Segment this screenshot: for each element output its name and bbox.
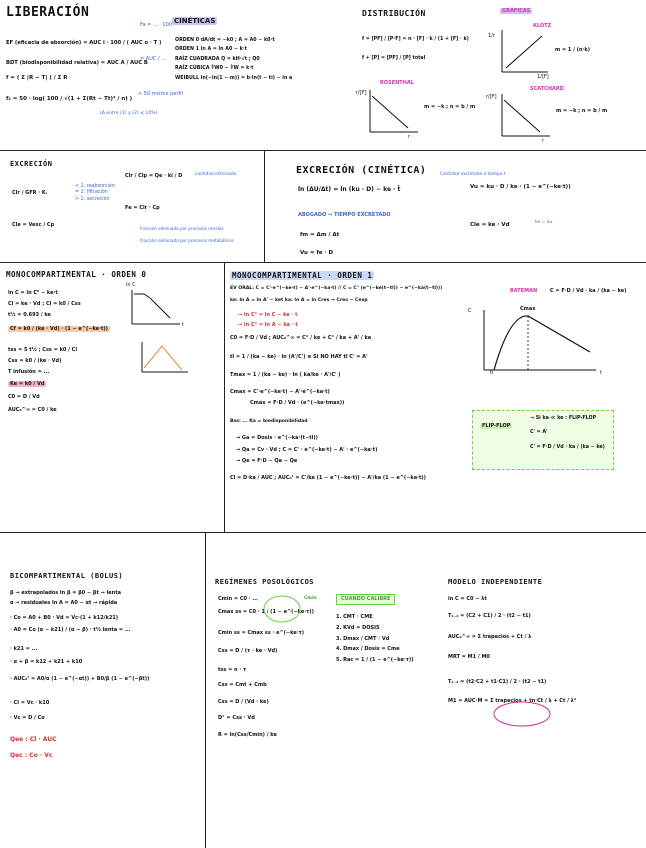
independiente-line: T₁₋₂ = (t2·C2 + t1·C1) / 2 · (t2 − t1) bbox=[448, 679, 547, 685]
excrecion-blue-note-2: fracción eliminada por procesos metabólicos bbox=[140, 238, 234, 243]
regimenes-list-item: 1. CMT · CME bbox=[336, 614, 373, 620]
bicomp-line: · Co = A0 + B0 · Vd = Vc·(1 + k12/k21) bbox=[10, 614, 119, 621]
bateman-eq: C = F·D / Vd · ka / (ka − ke) bbox=[550, 288, 627, 294]
rosenthal-label: ROSENTHAL bbox=[380, 80, 414, 86]
exc-cin-eq6: Cle = ke · Vd bbox=[470, 222, 510, 228]
excrecion-note: < 1: reabsorción bbox=[75, 184, 115, 189]
cinetica-row: ORDEN 0 dA/dt = −k0 ; A = A0 − k0·t bbox=[175, 38, 275, 43]
mono1-line: Cmax = C'·e^(−ke·t) − A'·e^(−ka·t) bbox=[230, 389, 330, 396]
excrecion-note: > 1: secreción bbox=[75, 196, 110, 202]
bicomp-line: α → residuales ln A = A0 − αt → rápida bbox=[10, 599, 118, 606]
mono1-line: → Qe = F·D − Qa − Qe bbox=[236, 458, 298, 465]
distribucion-eq2: f + [P] = [PF] / [P] total bbox=[362, 56, 426, 61]
mono1-line: ke: ln A = ln A' − ket ka: ln A = ln Cres → Cres − Cexp bbox=[230, 298, 368, 304]
mono1-line: Cmax = F·D / Vd · (e^(−ke·tmax)) bbox=[250, 399, 345, 406]
regimenes-list-item: 2. KVd = DOSIS bbox=[336, 624, 380, 631]
excrecion-cle: Cle = Vexc / Cp bbox=[12, 222, 55, 228]
section-title-mono0 bbox=[6, 270, 146, 280]
bicomp-lines bbox=[10, 590, 149, 760]
exc-cin-eq3: ABOGADO → TIEMPO EXCRETADO bbox=[298, 212, 391, 218]
regimenes-line: Css = D / (Vd · ke) bbox=[218, 698, 269, 705]
klotz-label: KLOTZ bbox=[533, 23, 552, 29]
scatchard-eq: m = −k ; n = b / m bbox=[556, 108, 608, 114]
mono0-graph-axis-y: ln C bbox=[126, 282, 136, 288]
regimenes-line: D° = Css · Vd bbox=[218, 715, 255, 722]
mono1-line: → ln C° = ln A − ka · t bbox=[238, 322, 298, 329]
independiente-line: ln C = C0 − λt bbox=[448, 596, 487, 602]
mono0-cf-highlight: Cf = k0 / (ke · Vd) · (1 − e^(−ke·t)) bbox=[10, 326, 108, 333]
mono0-line: ln C = ln C⁰ − ke·t bbox=[8, 290, 58, 296]
f2-note-range: (Δ entre (1) y (2) ≤ 10%) bbox=[100, 111, 158, 116]
mono0-line bbox=[8, 381, 110, 388]
exc-cin-blue-note-2: ke = ku bbox=[535, 220, 553, 225]
bateman-tl: tl bbox=[490, 370, 494, 376]
bicomp-line: · Vc = D / Co bbox=[10, 715, 45, 721]
exc-cin-eq1: ln (ΔU/Δt) = ln (ku · D) − ke · t̄ bbox=[298, 186, 401, 193]
divider-mid-horizontal bbox=[0, 262, 646, 263]
mono1-title: MONOCOMPARTIMENTAL · ORDEN 1 bbox=[232, 271, 373, 280]
mono0-graph-axis-x: t bbox=[182, 322, 184, 328]
bicomp-line: · k21 = ... bbox=[10, 646, 38, 652]
regimenes-list-item: 3. Dmax / CMT · Vd bbox=[336, 635, 390, 642]
mono0-line bbox=[8, 326, 110, 333]
f2-formula: f₂ = 50 · log( 100 / √(1 + Σ(Rt − Tt)² / n) ) bbox=[6, 96, 133, 102]
bdt-note: = AUC / ... bbox=[140, 56, 166, 62]
exc-cin-blue-note: Cantidad excretada a tiempo t bbox=[440, 172, 506, 177]
independiente-line: AUC₀^∞ = Σ trapecios + Ct / λ bbox=[448, 633, 532, 640]
regimenes-line: Css = Cmt + Cmb bbox=[218, 681, 267, 688]
divider-bottom-horizontal bbox=[0, 532, 646, 533]
klotz-eq: m = 1 / (n·k) bbox=[555, 47, 591, 53]
mono1-line: Bss: ... Ka = biodisponibilidad bbox=[230, 418, 308, 424]
ef-side-note: Fa = ... · 100 bbox=[140, 22, 172, 28]
flipflop-title bbox=[480, 423, 512, 430]
bdt-formula: BDT (biodisponibilidad relativa) = AUC A / AUC B bbox=[6, 60, 148, 66]
mono0-title: MONOCOMPARTIMENTAL · ORDEN 0 bbox=[6, 270, 147, 279]
regimenes-list-item: 4. Dmax / Dosis = Cme bbox=[336, 646, 400, 653]
mono1-line: C0 = F·D / Vd ; AUC₀^∞ = C° / ke + C° / ka + A' / ka bbox=[230, 334, 372, 341]
mono1-line: EV ORAL: C = C'·e^(−ke·t) − A'·e^(−ka·t) // C = C° (e^(−ke(t−tl)) − e^(−ka(t−tl))) bbox=[230, 286, 443, 291]
section-title-distribucion: DISTRIBUCIÓN bbox=[362, 9, 426, 18]
bateman-cmax: Cmax bbox=[520, 306, 536, 312]
excrecion-notes bbox=[75, 184, 115, 203]
section-title-regimenes: REGÍMENES POSOLÓGICOS bbox=[215, 578, 315, 586]
ef-formula: EF (eficacia de absorción) = AUC i · 100 / ( AUC o · T ) bbox=[6, 40, 162, 46]
independiente-line: MRT = M1 / M0 bbox=[448, 654, 490, 661]
excrecion-cl-label: Clr / GFR · Kᵢ bbox=[12, 190, 47, 196]
excrecion-blue-note-1: cantidad eliminada bbox=[195, 172, 237, 177]
bateman-graph bbox=[480, 308, 600, 378]
mono0-line: T infusión = ... bbox=[8, 368, 50, 375]
excrecion-blue-note-3: fracción eliminada por procesos renales bbox=[140, 226, 224, 231]
mono0-line: C0 = D / Vd bbox=[8, 394, 40, 400]
cinetica-row: RAÍZ CUADRADA Q = kH·√t ; Q0 bbox=[175, 56, 260, 62]
regimenes-line: Css = D / (τ · ke · Vd) bbox=[218, 648, 278, 655]
regimenes-line: Cmax ss = C0 · 1 / (1 − e^(−ke·τ)) bbox=[218, 608, 314, 615]
mono1-line: tl = 1 / (ka − ke) · ln (A'/C') ⊕ SI NO HAY tl C' = A' bbox=[230, 353, 368, 360]
bicomp-title: BICOMPARTIMENTAL (BOLUS) bbox=[10, 572, 124, 580]
scatchard-axis-x: r bbox=[542, 138, 545, 144]
flipflop-line: C' = F·D / Vd · ka / (ka − ke) bbox=[530, 444, 605, 450]
cinetica-row: ORDEN 1 ln A = ln A0 − k·t bbox=[175, 47, 247, 53]
mono1-lines bbox=[230, 286, 442, 482]
section-title-excrecion-cinetica: EXCRECIÓN (CINÉTICA) bbox=[296, 165, 427, 176]
cinetica-row: RAÍZ CÚBICA ∛W0 − ∛W = k·t bbox=[175, 66, 254, 72]
mono1-line: → ln C° = ln C − ke · t bbox=[238, 312, 298, 319]
mono1-line: → Qa = Cv · Vd ; C = C' · e^(−ke·t) − A' · e^(−ka·t) bbox=[236, 446, 378, 453]
mono1-line: Cl = D·ka / AUC ; AUC₀ᵗ = C'/ke (1 − e^(−ke·t)) − A'/ka (1 − e^(−ka·t)) bbox=[230, 475, 426, 482]
bicomp-line: Qee : Cl · AUC bbox=[10, 735, 57, 743]
klotz-graph bbox=[500, 28, 550, 76]
cineticas-list bbox=[175, 38, 292, 82]
exc-cin-eq2: Vu = ku · D / ke · (1 − e^(−ke·t)) bbox=[470, 184, 571, 190]
excrecion-clr: Clr / Clp = Qe · ki / D bbox=[125, 173, 183, 179]
independiente-line: M1 = AUC·M = Σ trapecios + tn·Ct / λ + Ct / λ² bbox=[448, 697, 577, 704]
scatchard-label: SCATCHARD bbox=[530, 86, 564, 92]
scatchard-graph bbox=[500, 92, 552, 140]
divider-top-horizontal bbox=[0, 150, 646, 151]
regimenes-line: Cmin = C0 · ... bbox=[218, 596, 259, 602]
klotz-axis-y: 1/r bbox=[488, 33, 495, 39]
flipflop-line: → Si ka ≪ ke : FLIP-FLOP bbox=[530, 416, 597, 421]
divider-bottom-vertical bbox=[205, 532, 206, 848]
regimenes-line: R = ln(Css/Cmin) / ke bbox=[218, 732, 277, 738]
bicomp-line: · Cl = Vc · k10 bbox=[10, 700, 50, 707]
divider-mono-vertical bbox=[224, 262, 225, 532]
independiente-line: T₁₋₂ = (C2 + C1) / 2 · (t2 − t1) bbox=[448, 612, 531, 619]
mono0-line: AUC₀^∞ = C0 / ke bbox=[8, 406, 57, 413]
klotz-axis-x: 1/[F] bbox=[537, 74, 549, 80]
regimenes-circle-note: Cmin bbox=[304, 596, 317, 601]
mono1-line: Tmax = 1 / (ka − ke) · ln ( ka/ke · A'/C' ) bbox=[230, 372, 341, 379]
section-title-independiente: MODELO INDEPENDIENTE bbox=[448, 578, 543, 586]
f-formula: f = ( Σ |R − T| ) / Σ R bbox=[6, 75, 68, 81]
bateman-axis-y: C bbox=[468, 308, 472, 314]
regimenes-green-tag bbox=[336, 594, 395, 605]
independiente-circle bbox=[492, 700, 552, 728]
rosenthal-eq: m = −k ; n = b / m bbox=[424, 104, 476, 110]
mono0-lines bbox=[8, 290, 110, 414]
mono0-line: Css = k0 / (ke · Vd) bbox=[8, 357, 62, 364]
regimenes-list bbox=[336, 614, 414, 664]
f2-note: > 50 mismo perfil bbox=[138, 91, 183, 97]
bicomp-line: · A0 = Co (α − k21) / (α − β) · t½ lenta = ... bbox=[10, 627, 131, 634]
mono0-line: tss = 5 t½ ; Css = k0 / Cl bbox=[8, 347, 78, 353]
flipflop-line: C' = A' bbox=[530, 430, 548, 436]
distribucion-eq1: f = [PF] / [P·F] = n · [F] · k / (1 + [F] · k) bbox=[362, 37, 469, 42]
bateman-label: BATEMAN bbox=[510, 288, 538, 294]
cineticas-title: CINÉTICAS bbox=[174, 17, 216, 25]
bateman-axis-x: t bbox=[600, 370, 602, 376]
mono0-line: Cl = ke · Vd ; Cl = k0 / Css bbox=[8, 300, 81, 307]
flipflop-lines bbox=[530, 416, 605, 451]
bicomp-line: · α + β = k12 + k21 + k10 bbox=[10, 658, 83, 665]
section-title-cineticas bbox=[172, 17, 217, 26]
mono0-graph bbox=[130, 288, 182, 328]
bicomp-line: β → extrapolados ln β = β0 − βt → lenta bbox=[10, 590, 121, 596]
section-title-excrecion: EXCRECIÓN bbox=[10, 160, 53, 168]
regimenes-green-tag-label: CUANDO CALIBRE bbox=[341, 596, 391, 602]
cinetica-row: WEIBULL ln(−ln(1 − m)) = b·ln(t − ti) − ln a bbox=[175, 75, 293, 81]
bicomp-line: · AUC₀ᵗ = A0/α (1 − e^(−αt)) + B0/β (1 − e^(−βt)) bbox=[10, 675, 150, 682]
regimenes-line: tss = n · τ bbox=[218, 667, 247, 673]
bicomp-line: Qec : Co · Vc bbox=[10, 751, 53, 759]
regimenes-line: Cmin ss = Cmax ss · e^(−ke·τ) bbox=[218, 629, 305, 636]
rosenthal-graph bbox=[368, 88, 420, 136]
mono0-graph-2 bbox=[140, 340, 190, 376]
mono0-line: t½ = 0.693 / ke bbox=[8, 311, 51, 318]
section-title-bicomp bbox=[10, 572, 123, 581]
section-title-liberacion: LIBERACIÓN bbox=[6, 5, 90, 20]
section-title-mono1 bbox=[230, 271, 374, 281]
mono1-line: → Ga = Dosis · e^(−ka·(t−tl)) bbox=[236, 434, 318, 441]
scatchard-axis-y: r/[F] bbox=[486, 94, 497, 100]
regimenes-circle bbox=[262, 594, 302, 624]
excrecion-note: = 1: filtración bbox=[75, 190, 108, 196]
independiente-lines bbox=[448, 596, 576, 705]
exc-cin-eq4: fm = Δm / Δt bbox=[300, 232, 340, 238]
graficas-label bbox=[500, 8, 532, 15]
divider-excrecion-vertical bbox=[264, 150, 265, 262]
graficas-title: GRÁFICAS bbox=[502, 8, 531, 14]
mono0-ke-highlight: Ke = k0 / Vd bbox=[10, 381, 45, 388]
excrecion-fe: Fe = Clr · Cp bbox=[125, 205, 160, 211]
exc-cin-eq5: Vu = fe · D bbox=[300, 250, 334, 256]
rosenthal-axis-y: r/[F] bbox=[356, 90, 367, 96]
flipflop-title-label: FLIP-FLOP bbox=[482, 423, 511, 429]
rosenthal-axis-x: r bbox=[408, 134, 411, 140]
regimenes-list-item: 5. Rac = 1 / (1 − e^(−ke·τ)) bbox=[336, 657, 414, 663]
